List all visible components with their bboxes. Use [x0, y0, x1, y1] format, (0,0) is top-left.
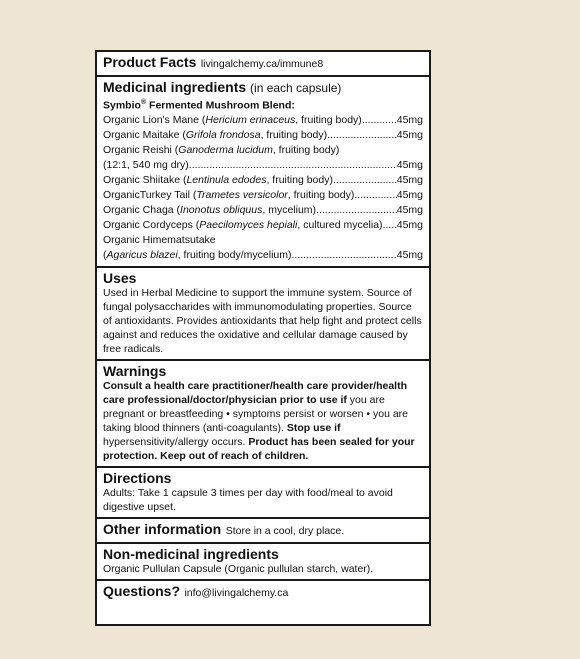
warnings-section: [97, 361, 429, 468]
medicinal-title: Medicinal ingredients: [103, 79, 247, 95]
non-medicinal-text: Organic Pullulan Capsule (Organic pullulan starch, water).: [103, 562, 374, 575]
ingredient-row-maitake: Organic Maitake (Grifola frondosa, fruiting body) ..... 45mg: [103, 128, 423, 143]
warnings-text: Consult a health care practitioner/health care provider/health care professional/doctor/physician prior to use if you are pregnant or breastfeeding • symptoms persist or worsen • you are taking blood thinners (anti-coagulants). Stop use if hypersensitivity/allergy occurs. Product has been sealed for your protection. Keep out of reach of children.: [103, 379, 415, 462]
product-facts-panel: [95, 50, 431, 626]
uses-section: [97, 268, 429, 361]
medicinal-heading: [103, 79, 423, 96]
directions-title: Directions: [103, 469, 172, 486]
uses-title: Uses: [103, 269, 137, 286]
uses-text: Used in Herbal Medicine to support the immune system. Source of fungal polysaccharides with immunomodulating properties. Source of antioxidants. Provides antioxidants that help fight and protect cells against and reduces the oxidative and cellular damage caused by free radicals.: [103, 286, 422, 355]
directions-text: Adults: Take 1 capsule 3 times per day with food/meal to avoid digestive upset.: [103, 486, 393, 513]
other-text: Store in a cool, dry place.: [225, 524, 345, 537]
warnings-title: Warnings: [103, 362, 167, 379]
medicinal-ingredients-section: [97, 77, 429, 268]
questions-title: Questions?: [103, 582, 181, 599]
ingredient-row-lions-mane: Organic Lion's Mane (Hericium erinaceus, fruiting body) ..... 45mg: [103, 113, 423, 128]
non-medicinal-title: Non-medicinal ingredients: [103, 545, 279, 562]
product-url-link[interactable]: livingalchemy.ca/immune8: [200, 58, 324, 70]
other-information-section: [97, 519, 429, 544]
questions-section: [97, 581, 429, 604]
ingredient-row-chaga: Organic Chaga (Inonotus obliquus, mycelium) ..... 45mg: [103, 203, 423, 218]
other-title: Other information: [103, 520, 222, 537]
medicinal-subtitle: (in each capsule): [250, 81, 342, 95]
ingredient-row-reishi-line2: (12:1, 540 mg dry) ..... 45mg: [103, 158, 423, 173]
contact-email-link[interactable]: info@livingalchemy.ca: [184, 586, 289, 599]
directions-section: [97, 468, 429, 519]
ingredient-row-shiitake: Organic Shiitake (Lentinula edodes, fruiting body) ..... 45mg: [103, 173, 423, 188]
product-facts-section: [97, 52, 429, 77]
non-medicinal-section: [97, 544, 429, 581]
ingredient-row-himematsutake-line1: Organic Himematsutake: [103, 233, 216, 246]
ingredient-row-turkey-tail: OrganicTurkey Tail (Trametes versicolor, fruiting body) ..... 45mg: [103, 188, 423, 203]
ingredient-row-himematsutake-line2: (Agaricus blazei, fruiting body/mycelium) ..... 45mg: [103, 248, 423, 263]
ingredient-row-reishi-line1: Organic Reishi (Ganoderma lucidum, fruiting body): [103, 143, 340, 156]
ingredient-row-cordyceps: Organic Cordyceps (Paecilomyces hepiali, cultured mycelia) ..... 45mg: [103, 218, 423, 233]
product-facts-title: Product Facts: [103, 54, 197, 70]
blend-name: Symbio® Fermented Mushroom Blend:: [103, 99, 295, 112]
